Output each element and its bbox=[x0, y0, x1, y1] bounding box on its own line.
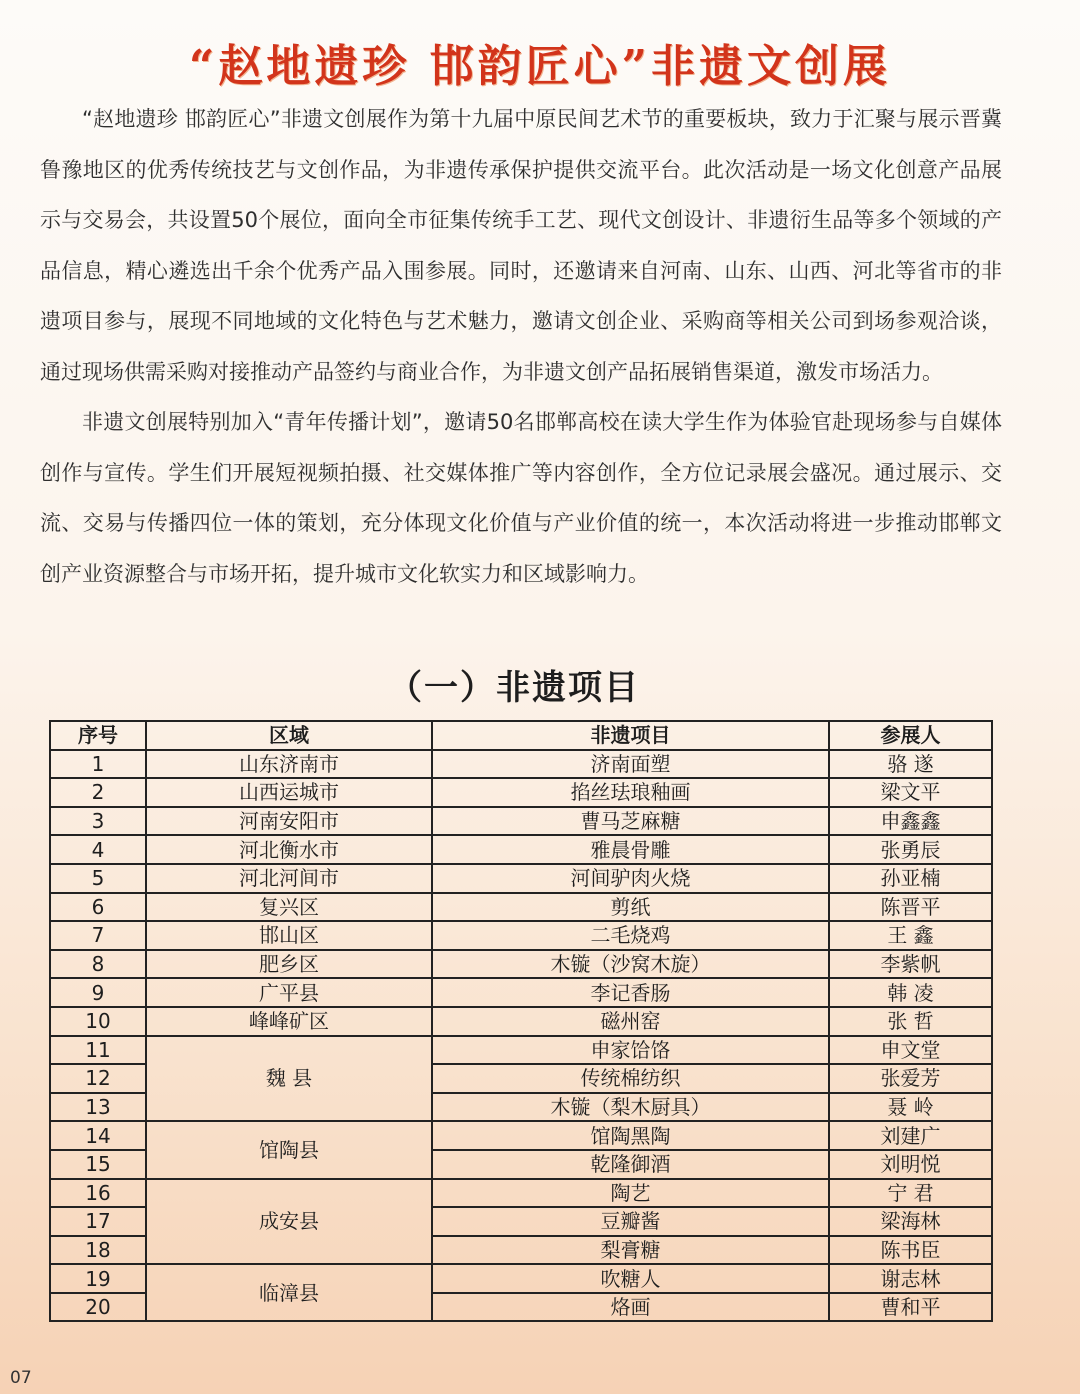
cell-project: 馆陶黑陶 bbox=[432, 1121, 829, 1150]
cell-person: 聂 岭 bbox=[829, 1093, 992, 1122]
table-row bbox=[50, 1121, 992, 1150]
cell-project: 雅晨骨雕 bbox=[432, 835, 829, 864]
cell-region: 山西运城市 bbox=[146, 778, 432, 807]
cell-person: 梁文平 bbox=[829, 778, 992, 807]
cell-region: 河北衡水市 bbox=[146, 835, 432, 864]
cell-no: 18 bbox=[50, 1236, 146, 1265]
cell-no: 16 bbox=[50, 1179, 146, 1208]
cell-no: 19 bbox=[50, 1264, 146, 1293]
cell-region: 邯山区 bbox=[146, 921, 432, 950]
cell-no: 6 bbox=[50, 893, 146, 922]
header-person: 参展人 bbox=[829, 721, 992, 750]
cell-no: 1 bbox=[50, 750, 146, 779]
cell-no: 11 bbox=[50, 1036, 146, 1065]
cell-no: 3 bbox=[50, 807, 146, 836]
table-row bbox=[50, 1179, 992, 1208]
cell-person: 孙亚楠 bbox=[829, 864, 992, 893]
cell-region-merged: 馆陶县 bbox=[146, 1121, 432, 1178]
table-row bbox=[50, 1036, 992, 1065]
cell-person: 张 哲 bbox=[829, 1007, 992, 1036]
cell-no: 13 bbox=[50, 1093, 146, 1122]
cell-person: 张爱芳 bbox=[829, 1064, 992, 1093]
cell-no: 12 bbox=[50, 1064, 146, 1093]
table-row bbox=[50, 807, 992, 836]
cell-no: 17 bbox=[50, 1207, 146, 1236]
cell-project: 掐丝珐琅釉画 bbox=[432, 778, 829, 807]
table-row bbox=[50, 978, 992, 1007]
table-row bbox=[50, 1264, 992, 1293]
cell-person: 刘明悦 bbox=[829, 1150, 992, 1179]
cell-no: 2 bbox=[50, 778, 146, 807]
intro-paragraph-1: “赵地遗珍 邯韵匠心”非遗文创展作为第十九届中原民间艺术节的重要板块，致力于汇聚与展示晋冀鲁豫地区的优秀传统技艺与文创作品，为非遗传承保护提供交流平台。此次活动是一场文化创意产品展示与交易会，共设置50个展位，面向全市征集传统手工艺、现代文创设计、非遗衍生品等多个领域的产品信息，精心遴选出千余个优秀产品入围参展。同时，还邀请来自河南、山东、山西、河北等省市的非遗项目参与，展现不同地域的文化特色与艺术魅力，邀请文创企业、采购商等相关公司到场参观洽谈，通过现场供需采购对接推动产品签约与商业合作，为非遗文创产品拓展销售渠道，激发市场活力。 bbox=[40, 107, 1002, 384]
cell-person: 曹和平 bbox=[829, 1293, 992, 1322]
cell-no: 14 bbox=[50, 1121, 146, 1150]
table-row bbox=[50, 778, 992, 807]
cell-person: 刘建广 bbox=[829, 1121, 992, 1150]
header-region: 区域 bbox=[146, 721, 432, 750]
cell-no: 9 bbox=[50, 978, 146, 1007]
cell-no: 4 bbox=[50, 835, 146, 864]
intro-text bbox=[40, 94, 1002, 599]
cell-region: 广平县 bbox=[146, 978, 432, 1007]
cell-project: 剪纸 bbox=[432, 893, 829, 922]
table-row bbox=[50, 864, 992, 893]
cell-project: 吹糖人 bbox=[432, 1264, 829, 1293]
cell-person: 李紫帆 bbox=[829, 950, 992, 979]
section-title: （一）非遗项目 bbox=[388, 668, 640, 708]
cell-project: 木镟（梨木厨具） bbox=[432, 1093, 829, 1122]
cell-project: 木镟（沙窝木旋） bbox=[432, 950, 829, 979]
cell-region: 峰峰矿区 bbox=[146, 1007, 432, 1036]
table-row bbox=[50, 921, 992, 950]
cell-region: 山东济南市 bbox=[146, 750, 432, 779]
cell-project: 济南面塑 bbox=[432, 750, 829, 779]
cell-person: 申文堂 bbox=[829, 1036, 992, 1065]
cell-region-merged: 临漳县 bbox=[146, 1264, 432, 1321]
cell-no: 20 bbox=[50, 1293, 146, 1322]
page-number: 07 bbox=[10, 1368, 32, 1388]
cell-no: 10 bbox=[50, 1007, 146, 1036]
table-header-row bbox=[50, 721, 992, 750]
cell-region: 河南安阳市 bbox=[146, 807, 432, 836]
cell-project: 乾隆御酒 bbox=[432, 1150, 829, 1179]
cell-person: 骆 遂 bbox=[829, 750, 992, 779]
cell-project: 申家饸饹 bbox=[432, 1036, 829, 1065]
cell-no: 5 bbox=[50, 864, 146, 893]
cell-person: 宁 君 bbox=[829, 1179, 992, 1208]
table-row bbox=[50, 950, 992, 979]
cell-region: 肥乡区 bbox=[146, 950, 432, 979]
cell-project: 烙画 bbox=[432, 1293, 829, 1322]
cell-person: 张勇辰 bbox=[829, 835, 992, 864]
cell-region: 河北河间市 bbox=[146, 864, 432, 893]
cell-region: 复兴区 bbox=[146, 893, 432, 922]
cell-person: 梁海林 bbox=[829, 1207, 992, 1236]
heritage-projects-table bbox=[49, 720, 993, 1322]
cell-region-merged: 成安县 bbox=[146, 1179, 432, 1265]
table-row bbox=[50, 1007, 992, 1036]
table-row bbox=[50, 893, 992, 922]
cell-no: 15 bbox=[50, 1150, 146, 1179]
cell-no: 8 bbox=[50, 950, 146, 979]
table-row bbox=[50, 750, 992, 779]
cell-person: 申鑫鑫 bbox=[829, 807, 992, 836]
page-title: “赵地遗珍 邯韵匠心”非遗文创展 bbox=[189, 41, 891, 92]
intro-paragraph-2: 非遗文创展特别加入“青年传播计划”，邀请50名邯郸高校在读大学生作为体验官赴现场参与自媒体创作与宣传。学生们开展短视频拍摄、社交媒体推广等内容创作，全方位记录展会盛况。通过展示、交流、交易与传播四位一体的策划，充分体现文化价值与产业价值的统一，本次活动将进一步推动邯郸文创产业资源整合与市场开拓，提升城市文化软实力和区域影响力。 bbox=[40, 410, 1002, 586]
cell-person: 谢志林 bbox=[829, 1264, 992, 1293]
cell-no: 7 bbox=[50, 921, 146, 950]
cell-region-merged: 魏 县 bbox=[146, 1036, 432, 1122]
header-no: 序号 bbox=[50, 721, 146, 750]
cell-project: 陶艺 bbox=[432, 1179, 829, 1208]
cell-project: 河间驴肉火烧 bbox=[432, 864, 829, 893]
cell-person: 王 鑫 bbox=[829, 921, 992, 950]
cell-person: 陈书臣 bbox=[829, 1236, 992, 1265]
cell-project: 磁州窑 bbox=[432, 1007, 829, 1036]
cell-project: 二毛烧鸡 bbox=[432, 921, 829, 950]
cell-person: 韩 凌 bbox=[829, 978, 992, 1007]
cell-project: 曹马芝麻糖 bbox=[432, 807, 829, 836]
cell-project: 梨膏糖 bbox=[432, 1236, 829, 1265]
cell-project: 传统棉纺织 bbox=[432, 1064, 829, 1093]
cell-person: 陈晋平 bbox=[829, 893, 992, 922]
cell-project: 豆瓣酱 bbox=[432, 1207, 829, 1236]
cell-project: 李记香肠 bbox=[432, 978, 829, 1007]
table-row bbox=[50, 835, 992, 864]
header-project: 非遗项目 bbox=[432, 721, 829, 750]
